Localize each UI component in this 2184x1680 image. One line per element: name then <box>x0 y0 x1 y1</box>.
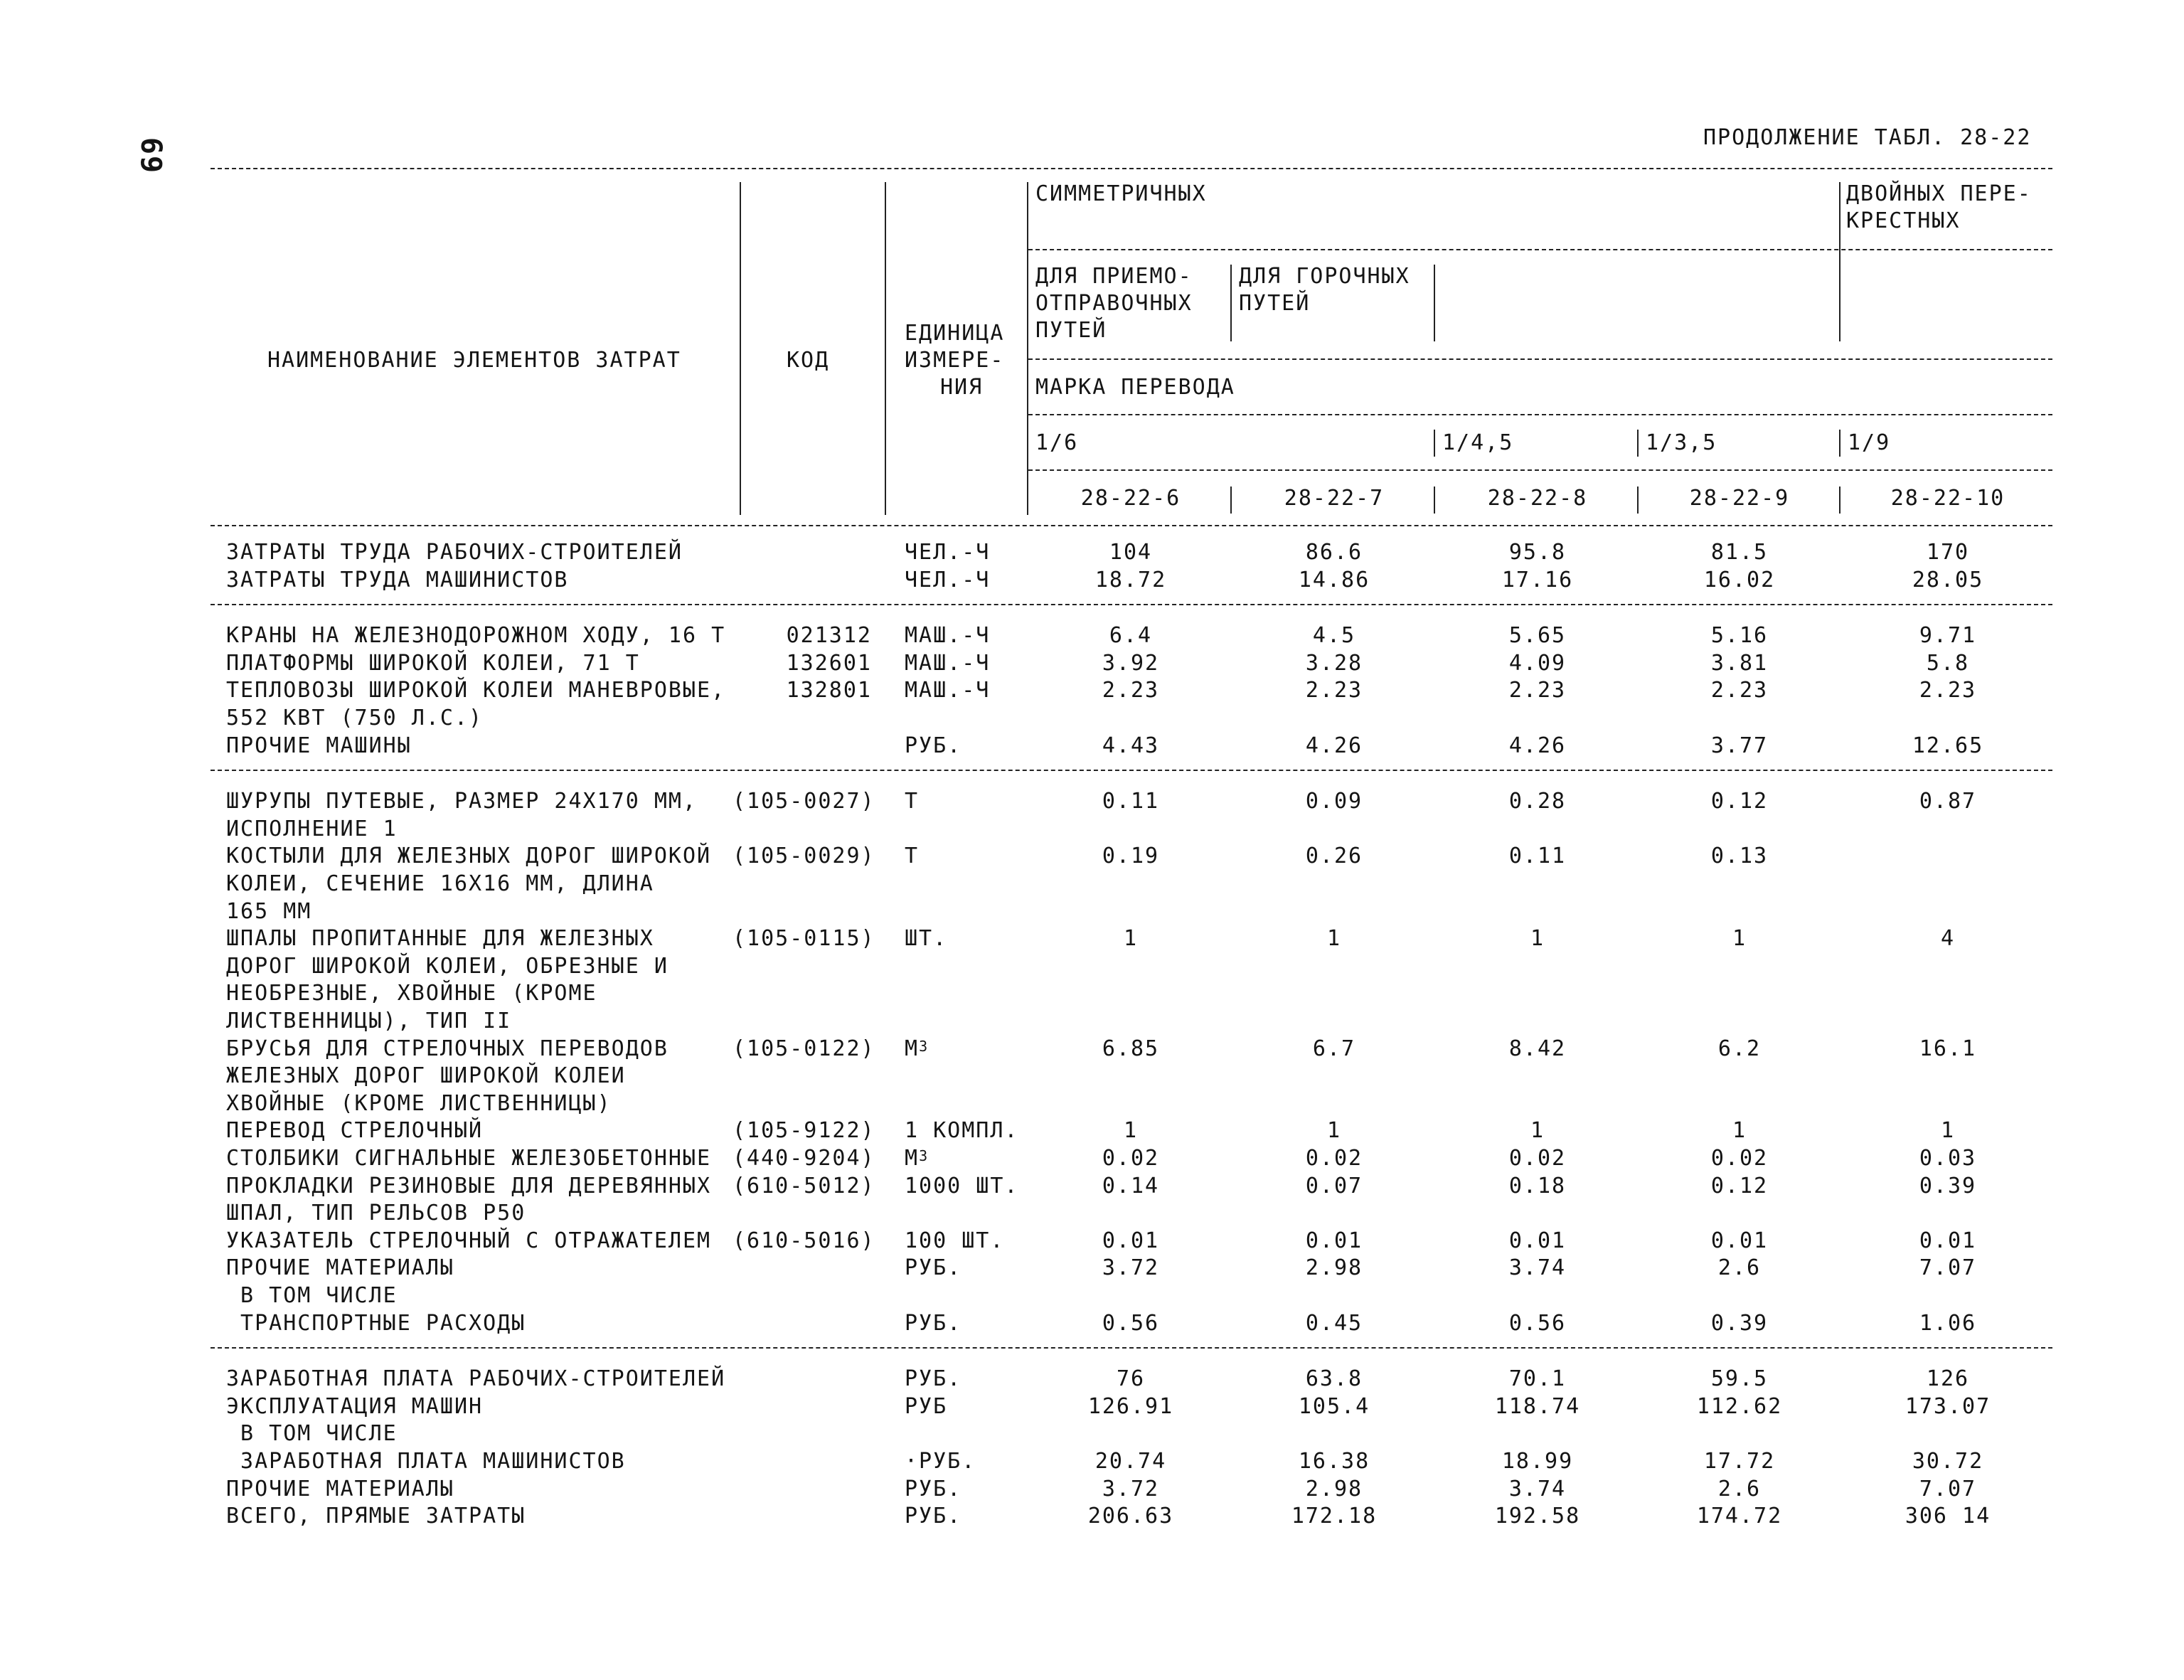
row-value: 59.5 <box>1710 1366 1769 1392</box>
row-value: 2.23 <box>1305 678 1363 703</box>
row-value: 0.07 <box>1305 1173 1363 1198</box>
row-name-line: 552 КВТ (750 Л.С.) <box>226 706 484 730</box>
col-divider-unit-values <box>1027 182 1028 515</box>
row-value: 3.92 <box>1102 650 1160 676</box>
row-value: 12.65 <box>1912 733 1984 758</box>
row-value: 3.74 <box>1508 1255 1567 1281</box>
row-code: (105-0027) <box>733 789 875 814</box>
row-value: 105.4 <box>1298 1393 1370 1419</box>
row-value: 1 <box>1123 926 1139 952</box>
col-code-28-22-8: 28-22-8 <box>1487 486 1588 511</box>
row-value: 4.43 <box>1102 733 1160 758</box>
row-name-line: ТРАНСПОРТНЫЕ РАСХОДЫ <box>226 1310 526 1336</box>
row-value: 0.01 <box>1710 1228 1769 1253</box>
row-value: 0.26 <box>1305 844 1363 869</box>
header-symmetric: СИММЕТРИЧНЫХ <box>1035 181 1207 206</box>
row-value: 30.72 <box>1912 1449 1984 1474</box>
header-name-col: НАИМЕНОВАНИЕ ЭЛЕМЕНТОВ ЗАТРАТ <box>267 348 681 373</box>
row-unit: 1 КОМПЛ. <box>905 1118 1019 1144</box>
row-name-line: ПРОЧИЕ МАТЕРИАЛЫ <box>226 1255 454 1281</box>
row-value: 2.23 <box>1919 678 1977 703</box>
row-name-line: ЗАТРАТЫ ТРУДА МАШИНИСТОВ <box>226 567 569 592</box>
row-name-line: СТОЛБИКИ СИГНАЛЬНЫЕ ЖЕЛЕЗОБЕТОННЫЕ <box>226 1146 712 1171</box>
row-name-line: КОСТЫЛИ ДЛЯ ЖЕЛЕЗНЫХ ДОРОГ ШИРОКОЙ <box>226 844 712 869</box>
row-value: 0.12 <box>1710 789 1769 814</box>
row-unit: $М^3$ <box>905 1036 929 1061</box>
row-name-line: 165 ММ <box>226 898 312 924</box>
row-unit: РУБ. <box>905 1255 962 1281</box>
row-value: 3.74 <box>1508 1476 1567 1501</box>
row-value: 4 <box>1940 926 1956 952</box>
row-code: (440-9204) <box>733 1146 875 1171</box>
row-name-line: ДОРОГ ШИРОКОЙ КОЛЕИ, ОБРЕЗНЫЕ И <box>226 953 668 979</box>
row-value: 1 <box>1530 926 1545 952</box>
colcode-divider-1 <box>1230 487 1232 514</box>
row-value: 0.28 <box>1508 789 1567 814</box>
row-unit: РУБ. <box>905 1504 962 1529</box>
row-value: 6.85 <box>1102 1036 1160 1061</box>
row-value: 0.14 <box>1102 1173 1160 1198</box>
row-value: 6.7 <box>1312 1036 1356 1061</box>
row-unit: РУБ. <box>905 733 962 758</box>
row-name-line: УКАЗАТЕЛЬ СТРЕЛОЧНЫЙ С ОТРАЖАТЕЛЕМ <box>226 1228 712 1253</box>
row-name-line: ЭКСПЛУАТАЦИЯ МАШИН <box>226 1393 484 1419</box>
row-value: 3.72 <box>1102 1476 1160 1501</box>
row-value: 4.5 <box>1312 623 1356 649</box>
header-unit-line1: ЕДИНИЦА <box>905 321 1005 346</box>
row-value: 2.6 <box>1717 1476 1762 1501</box>
row-value: 0.01 <box>1919 1228 1977 1253</box>
row-value: 4.09 <box>1508 650 1567 676</box>
row-unit: Т <box>905 844 920 869</box>
header-receiving-line3: ПУТЕЙ <box>1035 318 1107 343</box>
row-value: 20.74 <box>1094 1449 1167 1474</box>
page-number: 69 <box>134 137 168 175</box>
header-code-col: КОД <box>787 348 830 373</box>
top-rule <box>211 168 2052 169</box>
row-value: 18.99 <box>1501 1449 1574 1474</box>
row-value: 0.09 <box>1305 789 1363 814</box>
row-name-line: ТЕПЛОВОЗЫ ШИРОКОЙ КОЛЕИ МАНЕВРОВЫЕ, <box>226 678 726 703</box>
header-switch-brand: МАРКА ПЕРЕВОДА <box>1035 375 1235 400</box>
row-name-line: ШПАЛ, ТИП РЕЛЬСОВ Р50 <box>226 1201 526 1226</box>
row-value: 1 <box>1732 1118 1747 1144</box>
row-value: 0.19 <box>1102 844 1160 869</box>
row-value: 16.1 <box>1919 1036 1977 1061</box>
col-code-28-22-6: 28-22-6 <box>1080 486 1181 511</box>
row-name-line: В ТОМ ЧИСЛЕ <box>226 1283 398 1308</box>
row-value: 0.03 <box>1919 1146 1977 1171</box>
row-value: 17.16 <box>1501 567 1574 592</box>
row-unit: РУБ. <box>905 1366 962 1392</box>
row-name-line: ПРОКЛАДКИ РЕЗИНОВЫЕ ДЛЯ ДЕРЕВЯННЫХ <box>226 1173 712 1198</box>
header-receiving-line1: ДЛЯ ПРИЕМО- <box>1035 264 1193 289</box>
row-name-line: ЗАРАБОТНАЯ ПЛАТА МАШИНИСТОВ <box>226 1449 626 1474</box>
row-name-line: ИСПОЛНЕНИЕ 1 <box>226 816 398 841</box>
row-value: 306 14 <box>1905 1504 1991 1529</box>
row-unit: ЧЕЛ.-Ч <box>905 540 991 565</box>
row-value: 6.2 <box>1717 1036 1762 1061</box>
row-value: 70.1 <box>1508 1366 1567 1392</box>
row-value: 5.8 <box>1926 650 1970 676</box>
row-value: 2.23 <box>1508 678 1567 703</box>
section-separator <box>211 1347 2052 1349</box>
row-unit: ШТ. <box>905 926 948 952</box>
row-code: (610-5016) <box>733 1228 875 1253</box>
row-value: 5.65 <box>1508 623 1567 649</box>
row-name-line: КОЛЕИ, СЕЧЕНИЕ 16Х16 ММ, ДЛИНА <box>226 871 654 896</box>
row-value: 174.72 <box>1696 1504 1783 1529</box>
row-name-line: ЗАРАБОТНАЯ ПЛАТА РАБОЧИХ-СТРОИТЕЛЕЙ <box>226 1366 726 1392</box>
row-value: 1 <box>1326 1118 1342 1144</box>
colcode-divider-4 <box>1839 487 1841 514</box>
col-code-28-22-10: 28-22-10 <box>1890 486 2005 511</box>
row-value: 3.72 <box>1102 1255 1160 1281</box>
row-code: (610-5012) <box>733 1173 875 1198</box>
row-name-line: ПРОЧИЕ МАШИНЫ <box>226 733 412 758</box>
row-name-line: ХВОЙНЫЕ (КРОМЕ ЛИСТВЕННИЦЫ) <box>226 1090 612 1116</box>
row-value: 1.06 <box>1919 1310 1977 1336</box>
row-unit: ·РУБ. <box>905 1449 976 1474</box>
header-ratio-1: 1/6 <box>1035 430 1079 455</box>
header-hump-line1: ДЛЯ ГОРОЧНЫХ <box>1239 264 1410 289</box>
row-value: 2.23 <box>1102 678 1160 703</box>
row-value: 4.26 <box>1305 733 1363 758</box>
row-value: 95.8 <box>1508 540 1567 565</box>
ratio-divider-2 <box>1434 430 1435 457</box>
row-value: 0.18 <box>1508 1173 1567 1198</box>
row-unit: РУБ. <box>905 1476 962 1501</box>
row-value: 1 <box>1123 1118 1139 1144</box>
row-value: 86.6 <box>1305 540 1363 565</box>
row-unit: ЧЕЛ.-Ч <box>905 567 991 592</box>
row-code: 021312 <box>786 623 872 649</box>
row-unit: МАШ.-Ч <box>905 623 991 649</box>
header-bottom-rule <box>211 525 2052 526</box>
header-receiving-line2: ОТПРАВОЧНЫХ <box>1035 291 1193 316</box>
row-unit: 1000 ШТ. <box>905 1173 1019 1198</box>
row-value: 0.11 <box>1102 789 1160 814</box>
row-value: 16.02 <box>1703 567 1776 592</box>
row-value: 76 <box>1116 1366 1146 1392</box>
row-value: 0.13 <box>1710 844 1769 869</box>
row-name-line: ЗАТРАТЫ ТРУДА РАБОЧИХ-СТРОИТЕЛЕЙ <box>226 540 683 565</box>
row-value: 17.72 <box>1703 1449 1776 1474</box>
row-value: 173.07 <box>1905 1393 1991 1419</box>
row-value: 126 <box>1926 1366 1970 1392</box>
row-unit: $М^3$ <box>905 1146 929 1171</box>
row-value: 172.18 <box>1291 1504 1378 1529</box>
row-name-line: ПЕРЕВОД СТРЕЛОЧНЫЙ <box>226 1118 484 1144</box>
row-value: 7.07 <box>1919 1255 1977 1281</box>
row-name-line: ШУРУПЫ ПУТЕВЫЕ, РАЗМЕР 24Х170 ММ, <box>226 789 698 814</box>
header-unit-line3: НИЯ <box>940 375 984 400</box>
header-rule-3 <box>1028 414 2052 415</box>
row-code: (105-9122) <box>733 1118 875 1144</box>
colcode-divider-3 <box>1637 487 1639 514</box>
section-separator <box>211 604 2052 605</box>
row-value: 6.4 <box>1109 623 1153 649</box>
row-value: 170 <box>1926 540 1970 565</box>
colcode-divider-2 <box>1434 487 1435 514</box>
col-divider-name-code <box>740 182 741 515</box>
header-double-cross-line1: ДВОЙНЫХ ПЕРЕ- <box>1846 181 2032 206</box>
row-unit: 100 ШТ. <box>905 1228 1005 1253</box>
row-value: 0.12 <box>1710 1173 1769 1198</box>
row-code: 132601 <box>786 650 872 676</box>
row-value: 0.45 <box>1305 1310 1363 1336</box>
divider-double-cross <box>1839 182 1841 341</box>
row-value: 0.56 <box>1102 1310 1160 1336</box>
row-value: 3.81 <box>1710 650 1769 676</box>
header-unit-line2: ИЗМЕРЕ- <box>905 348 1005 373</box>
row-value: 18.72 <box>1094 567 1167 592</box>
row-unit: РУБ. <box>905 1310 962 1336</box>
row-name-line: ШПАЛЫ ПРОПИТАННЫЕ ДЛЯ ЖЕЛЕЗНЫХ <box>226 926 654 952</box>
row-value: 0.02 <box>1710 1146 1769 1171</box>
ratio-divider-3 <box>1637 430 1639 457</box>
divider-hump-end <box>1434 265 1435 341</box>
row-value: 63.8 <box>1305 1366 1363 1392</box>
row-value: 14.86 <box>1298 567 1370 592</box>
row-value: 112.62 <box>1696 1393 1783 1419</box>
row-value: 0.11 <box>1508 844 1567 869</box>
header-rule-1 <box>1028 249 2052 250</box>
row-name-line: ЖЕЛЕЗНЫХ ДОРОГ ШИРОКОЙ КОЛЕИ <box>226 1063 626 1089</box>
header-rule-2 <box>1028 358 2052 360</box>
row-value: 206.63 <box>1087 1504 1174 1529</box>
row-unit: Т <box>905 789 920 814</box>
row-value: 81.5 <box>1710 540 1769 565</box>
row-value: 1 <box>1940 1118 1956 1144</box>
header-ratio-3: 1/3,5 <box>1646 430 1717 455</box>
row-unit: МАШ.-Ч <box>905 678 991 703</box>
row-code: 132801 <box>786 678 872 703</box>
row-value: 0.02 <box>1305 1146 1363 1171</box>
ratio-divider-4 <box>1839 430 1841 457</box>
divider-hump <box>1230 265 1232 341</box>
row-value: 3.77 <box>1710 733 1769 758</box>
row-value: 0.39 <box>1710 1310 1769 1336</box>
row-value: 2.98 <box>1305 1255 1363 1281</box>
header-ratio-4: 1/9 <box>1848 430 1891 455</box>
row-code: (105-0029) <box>733 844 875 869</box>
row-name-line: ВСЕГО, ПРЯМЫЕ ЗАТРАТЫ <box>226 1504 526 1529</box>
header-rule-4 <box>1028 469 2052 471</box>
row-value: 192.58 <box>1494 1504 1581 1529</box>
row-value: 4.26 <box>1508 733 1567 758</box>
row-value: 0.56 <box>1508 1310 1567 1336</box>
row-name-line: НЕОБРЕЗНЫЕ, ХВОЙНЫЕ (КРОМЕ <box>226 981 597 1006</box>
header-ratio-2: 1/4,5 <box>1442 430 1514 455</box>
row-unit: МАШ.-Ч <box>905 650 991 676</box>
row-value: 2.98 <box>1305 1476 1363 1501</box>
row-code: (105-0122) <box>733 1036 875 1061</box>
col-divider-code-unit <box>885 182 886 515</box>
row-value: 0.02 <box>1508 1146 1567 1171</box>
row-name-line: ЛИСТВЕННИЦЫ), ТИП II <box>226 1009 512 1033</box>
row-value: 16.38 <box>1298 1449 1370 1474</box>
row-value: 0.39 <box>1919 1173 1977 1198</box>
col-code-28-22-9: 28-22-9 <box>1689 486 1790 511</box>
col-code-28-22-7: 28-22-7 <box>1284 486 1385 511</box>
row-name-line: БРУСЬЯ ДЛЯ СТРЕЛОЧНЫХ ПЕРЕВОДОВ <box>226 1036 668 1061</box>
header-double-cross-line2: КРЕСТНЫХ <box>1846 208 1961 233</box>
header-hump-line2: ПУТЕЙ <box>1239 291 1311 316</box>
row-value: 28.05 <box>1912 567 1984 592</box>
row-value: 118.74 <box>1494 1393 1581 1419</box>
row-value: 104 <box>1109 540 1153 565</box>
section-separator <box>211 770 2052 771</box>
row-value: 7.07 <box>1919 1476 1977 1501</box>
row-unit: РУБ <box>905 1393 948 1419</box>
row-name-line: ПРОЧИЕ МАТЕРИАЛЫ <box>226 1476 454 1501</box>
row-value: 0.01 <box>1102 1228 1160 1253</box>
row-value: 1 <box>1530 1118 1545 1144</box>
row-name-line: ПЛАТФОРМЫ ШИРОКОЙ КОЛЕИ, 71 Т <box>226 650 640 676</box>
row-value: 8.42 <box>1508 1036 1567 1061</box>
row-value: 0.02 <box>1102 1146 1160 1171</box>
row-value: 2.6 <box>1717 1255 1762 1281</box>
row-value: 126.91 <box>1087 1393 1174 1419</box>
row-value: 1 <box>1326 926 1342 952</box>
row-value: 9.71 <box>1919 623 1977 649</box>
row-value: 0.01 <box>1508 1228 1567 1253</box>
row-value: 3.28 <box>1305 650 1363 676</box>
row-value: 5.16 <box>1710 623 1769 649</box>
row-value: 2.23 <box>1710 678 1769 703</box>
row-code: (105-0115) <box>733 926 875 952</box>
row-value: 0.87 <box>1919 789 1977 814</box>
row-value: 1 <box>1732 926 1747 952</box>
table-continuation-title: ПРОДОЛЖЕНИЕ ТАБЛ. 28-22 <box>1703 125 2032 150</box>
row-name-line: КРАНЫ НА ЖЕЛЕЗНОДОРОЖНОМ ХОДУ, 16 Т <box>226 623 726 649</box>
row-name-line: В ТОМ ЧИСЛЕ <box>226 1421 398 1447</box>
row-value: 0.01 <box>1305 1228 1363 1253</box>
